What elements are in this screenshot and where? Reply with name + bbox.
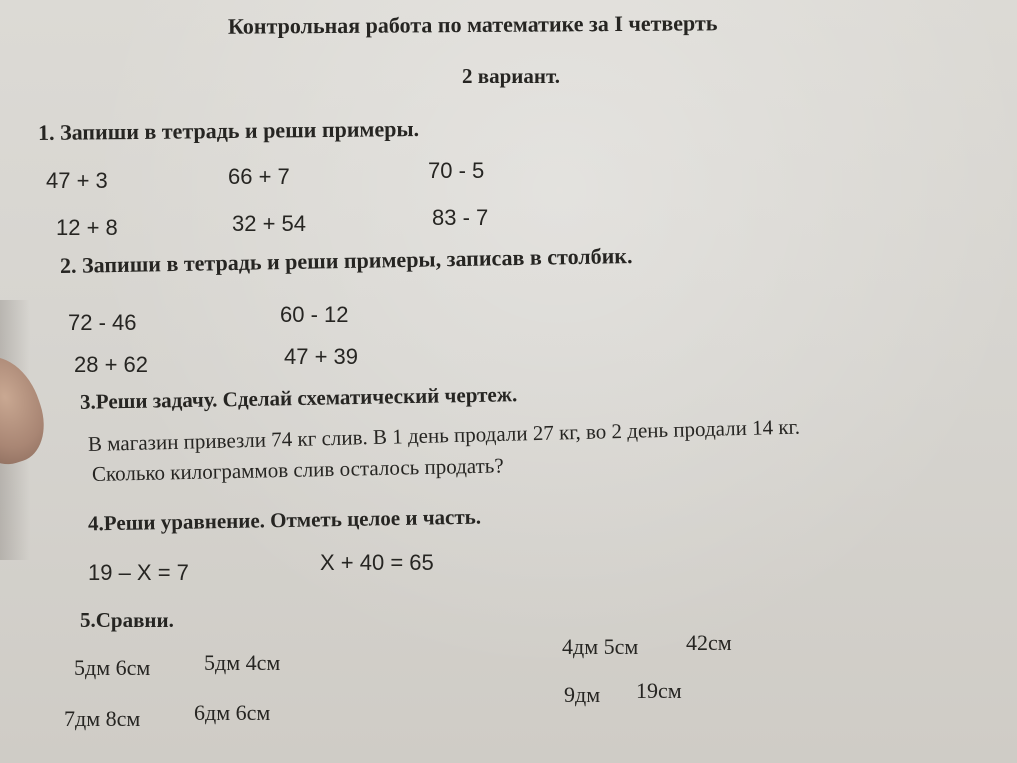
task2-example-2: 60 - 12 xyxy=(280,302,349,327)
task5-value-4: 6дм 6см xyxy=(194,700,271,725)
task1-example-1: 47 + 3 xyxy=(46,168,108,193)
task2-example-1: 72 - 46 xyxy=(68,310,137,335)
task3-text-line-2: Сколько килограммов слив осталось продать? xyxy=(91,453,504,486)
task5-heading: 5.Сравни. xyxy=(80,608,174,632)
task5-value-8: 19см xyxy=(636,678,682,703)
task4-heading: 4.Реши уравнение. Отметь целое и часть. xyxy=(87,504,482,536)
task1-example-3: 70 - 5 xyxy=(428,158,485,183)
variant-label: 2 вариант. xyxy=(462,64,560,88)
task1-heading: 1. Запиши в тетрадь и реши примеры. xyxy=(37,116,420,145)
task3-heading: 3.Реши задачу. Сделай схематический чертеж. xyxy=(79,382,518,414)
task4-equation-1: 19 – X = 7 xyxy=(88,560,189,585)
task5-value-5: 4дм 5см xyxy=(562,634,639,659)
task5-value-6: 42см xyxy=(686,630,732,655)
task1-example-6: 83 - 7 xyxy=(432,205,489,230)
task2-example-4: 47 + 39 xyxy=(284,344,359,369)
task1-example-5: 32 + 54 xyxy=(232,211,307,236)
task5-value-2: 5дм 4см xyxy=(204,650,281,675)
task5-value-3: 7дм 8см xyxy=(64,706,141,731)
page-title: Контрольная работа по математике за I четверть xyxy=(227,10,718,39)
task2-heading: 2. Запиши в тетрадь и реши примеры, записав в столбик. xyxy=(59,243,633,278)
task1-example-4: 12 + 8 xyxy=(56,215,118,240)
task5-value-7: 9дм xyxy=(564,682,601,707)
task2-example-3: 28 + 62 xyxy=(74,352,149,377)
task5-value-1: 5дм 6см xyxy=(74,655,151,680)
task4-equation-2: X + 40 = 65 xyxy=(320,550,434,575)
task1-example-2: 66 + 7 xyxy=(228,164,290,189)
task3-text-line-1: В магазин привезли 74 кг слив. В 1 день продали 27 кг, во 2 день продали 14 кг. xyxy=(87,414,801,456)
